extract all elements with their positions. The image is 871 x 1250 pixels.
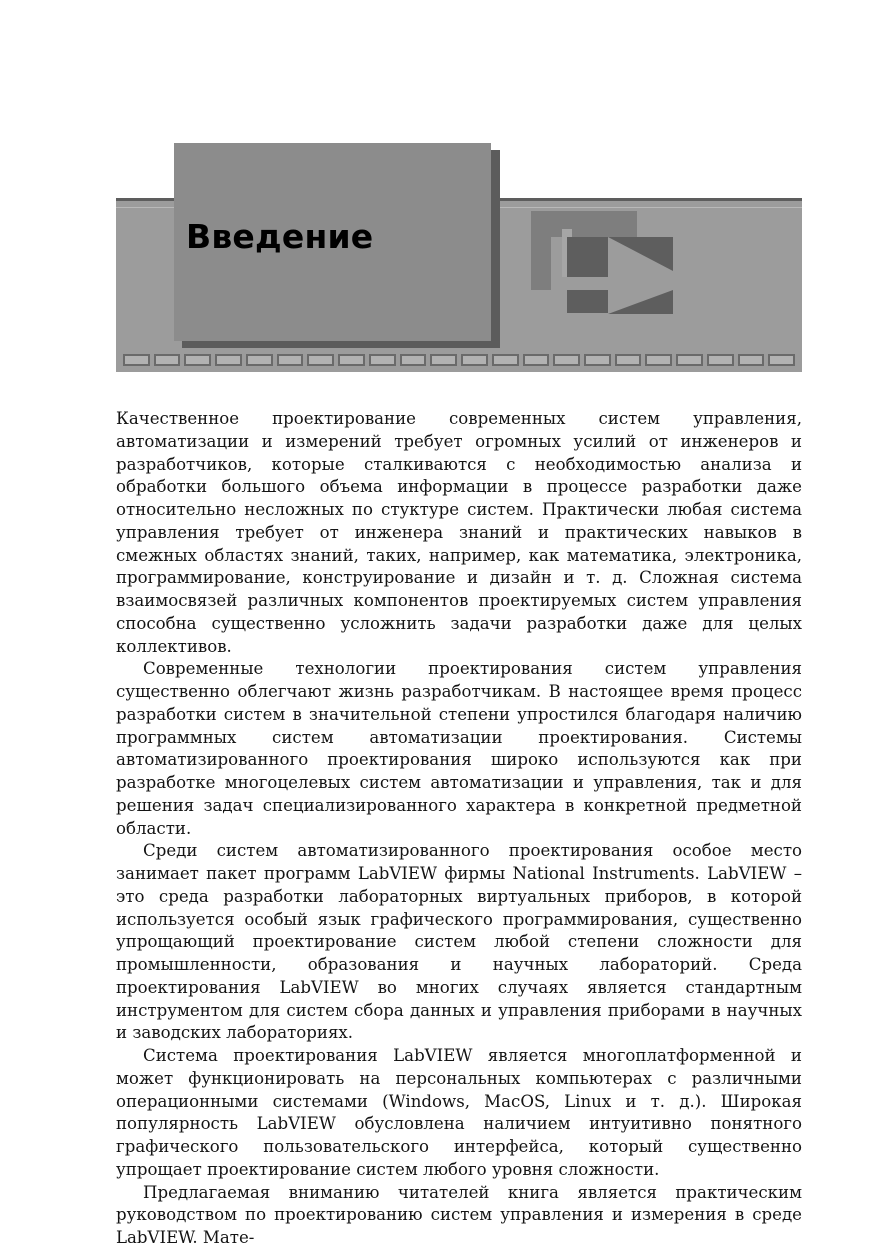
- ornament-bar-left: [531, 229, 551, 290]
- chapter-body: [116, 408, 802, 1250]
- link-segment: [707, 354, 734, 366]
- paragraph: Среди систем автоматизированного проектирования особое место занимает пакет программ LabVIEW фирмы National Instruments. LabVIEW – это среда разработки лабораторных виртуальных приборов, в которой используется особый язык графического программирования, существенно упрощающий проектирование систем любой степени сложности для промышленности, образования и научных лабораторий. Среда проектирования LabVIEW во многих случаях является стандартным инструментом для систем сбора данных и управления приборами в научных и заводских лабораториях.: [116, 841, 802, 1043]
- paragraph: Современные технологии проектирования систем управления существенно облегчают жизнь разработчикам. В настоящее время процесс разработки систем в значительной степени упростился благодаря наличию программных систем автоматизации проектирования. Системы автоматизированного проектирования широко используются как при разработке многоцелевых систем автоматизации и управления, так и для решения задач специализированного характера в конкретной предметной области.: [116, 659, 802, 838]
- link-segment: [123, 354, 150, 366]
- link-segment: [400, 354, 427, 366]
- link-segment: [184, 354, 211, 366]
- paragraph: Система проектирования LabVIEW является многоплатформенной и может функционировать на персональных компьютерах с различными операционными системами (Windows, MacOS, Linux и т. д.). Широкая популярность LabVIEW обусловлена наличием интуитивно понятного графического пользовательского интерфейса, который существенно упрощает проектирование систем любого уровня сложности.: [116, 1046, 802, 1179]
- link-segment: [615, 354, 642, 366]
- link-segment: [277, 354, 304, 366]
- paragraph: Предлагаемая вниманию читателей книга является практическим руководством по проектированию систем управления и измерения в среде LabVIEW. Мате-: [116, 1182, 802, 1247]
- chapter-title: Введение: [186, 217, 374, 256]
- link-segment: [307, 354, 334, 366]
- link-segment: [461, 354, 488, 366]
- ornament-block-mid: [567, 237, 608, 277]
- link-segment: [430, 354, 457, 366]
- paragraph: Качественное проектирование современных систем управления, автоматизации и измерений требует огромных усилий от инженеров и разработчиков, которые сталкиваются с необходимостью анализа и обработки большого объема информации в процессе разработки даже относительно несложных по стуктуре систем. Практически любая система управления требует от инженера знаний и практических навыков в смежных областях знаний, таких, например, как математика, электроника, программирование, конструирование и дизайн и т. д. Сложная система взаимосвязей различных компонентов проектируемых систем управления способна существенно усложнить задачи разработки даже для целых коллективов.: [116, 409, 802, 656]
- link-segment: [584, 354, 611, 366]
- link-segment: [492, 354, 519, 366]
- link-segment: [768, 354, 795, 366]
- link-segment: [676, 354, 703, 366]
- link-segment: [645, 354, 672, 366]
- link-segment: [246, 354, 273, 366]
- link-segment: [553, 354, 580, 366]
- banner-link-strip: [123, 354, 795, 366]
- link-segment: [523, 354, 550, 366]
- link-segment: [154, 354, 181, 366]
- link-segment: [738, 354, 765, 366]
- link-segment: [369, 354, 396, 366]
- link-segment: [215, 354, 242, 366]
- link-segment: [338, 354, 365, 366]
- play-arrow-icon: [608, 237, 674, 314]
- ornament-block-low: [567, 290, 608, 313]
